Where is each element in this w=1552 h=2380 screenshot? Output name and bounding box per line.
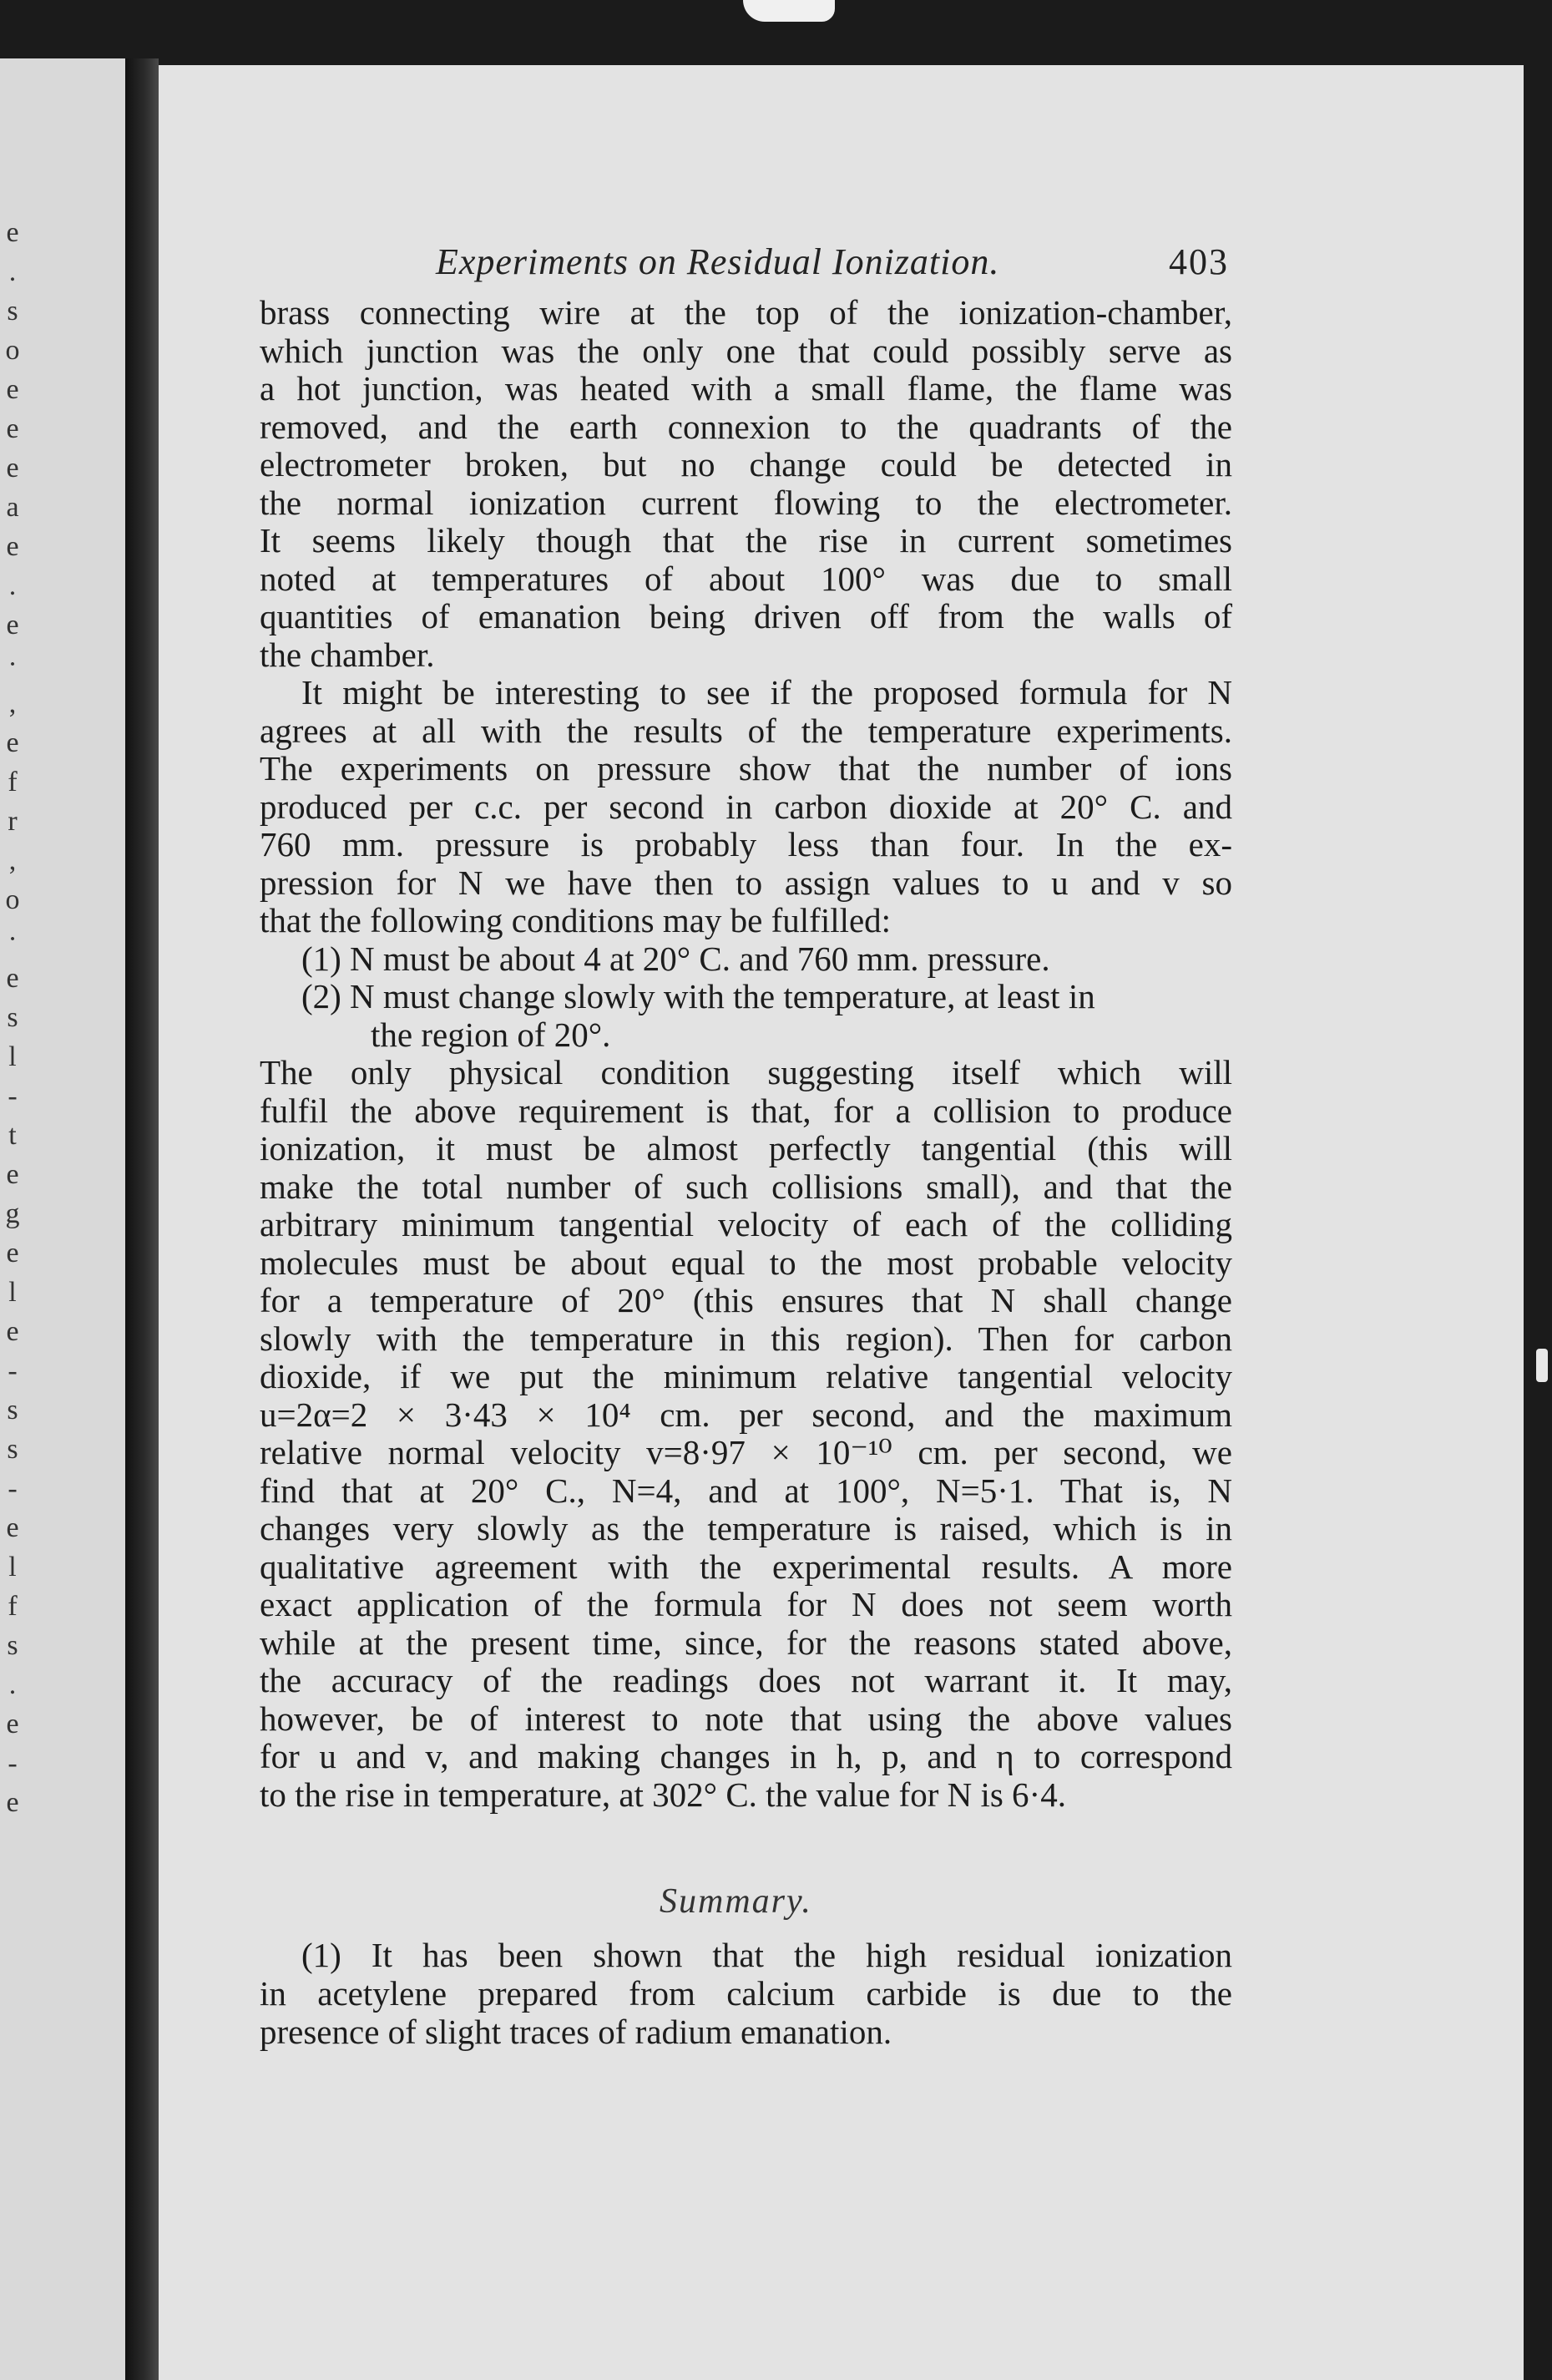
scan-artifact-right: [1536, 1349, 1548, 1382]
text-line: qualitative agreement with the experimental results. A more: [260, 1547, 1232, 1586]
margin-glyph: -: [8, 1748, 18, 1779]
text-line: the chamber.: [260, 635, 435, 674]
margin-glyph: e: [6, 963, 19, 994]
summary-heading: Summary.: [660, 1882, 812, 1921]
text-line: molecules must be about equal to the most probable velocity: [260, 1243, 1232, 1282]
margin-glyph: ·: [8, 649, 18, 680]
text-line: removed, and the earth connexion to the quadrants of the: [260, 407, 1232, 446]
text-line: exact application of the formula for N does not seem worth: [260, 1585, 1232, 1623]
summary-text: [260, 1936, 1232, 2051]
margin-glyph: s: [7, 1002, 18, 1033]
text-line: a hot junction, was heated with a small flame, the flame was: [260, 369, 1232, 408]
margin-glyph: e: [6, 413, 19, 444]
margin-glyph: .: [8, 570, 17, 601]
margin-glyph: l: [8, 1041, 17, 1072]
text-line: that the following conditions may be fulfilled:: [260, 901, 892, 939]
condition-2-continued: the region of 20°.: [371, 1015, 611, 1054]
margin-glyph: e: [6, 531, 19, 562]
margin-glyph: e: [6, 727, 19, 758]
margin-glyph: e: [6, 1238, 19, 1268]
condition-1: (1) N must be about 4 at 20° C. and 760 mm. pressure.: [301, 939, 1050, 978]
margin-glyph: g: [5, 1198, 20, 1229]
margin-glyph: t: [8, 1120, 17, 1151]
text-line: The experiments on pressure show that the number of ions: [260, 749, 1232, 787]
conditions-list: [260, 940, 1232, 1055]
text-line: slowly with the temperature in this region). Then for carbon: [260, 1319, 1232, 1358]
text-line: brass connecting wire at the top of the ionization-chamber,: [260, 293, 1232, 332]
text-line: make the total number of such collisions small), and that the: [260, 1167, 1232, 1206]
text-line: for u and v, and making changes in h, p, and η to correspond: [260, 1737, 1232, 1775]
margin-glyph: e: [6, 610, 19, 641]
text-line: It might be interesting to see if the proposed formula for N: [301, 673, 1232, 711]
text-line: arbitrary minimum tangential velocity of each of the colliding: [260, 1205, 1232, 1243]
book-spine-shadow: [125, 58, 159, 2380]
text-line: relative normal velocity v=8·97 × 10⁻¹⁰ cm. per second, we: [260, 1433, 1232, 1471]
text-line: find that at 20° C., N=4, and at 100°, N=5·1. That is, N: [260, 1471, 1232, 1510]
scan-artifact-top: [743, 0, 835, 22]
body-text: [260, 294, 1232, 1814]
margin-glyph: s: [7, 1630, 18, 1661]
text-line: It seems likely though that the rise in current sometimes: [260, 521, 1232, 560]
text-line: presence of slight traces of radium emanation.: [260, 2013, 892, 2051]
margin-glyph: s: [7, 1395, 18, 1425]
margin-glyph: e: [6, 1709, 19, 1739]
margin-glyph: -: [8, 1355, 18, 1386]
text-line: electrometer broken, but no change could be detected in: [260, 445, 1232, 484]
margin-glyph: .: [8, 256, 17, 287]
page-header: [436, 241, 1229, 291]
running-title: Experiments on Residual Ionization.: [436, 241, 1000, 282]
text-line: which junction was the only one that could possibly serve as: [260, 331, 1232, 370]
margin-glyph: e: [6, 1159, 19, 1190]
text-line: while at the present time, since, for the reasons stated above,: [260, 1623, 1232, 1662]
margin-glyph: o: [5, 884, 20, 915]
margin-glyph: -: [8, 1473, 18, 1504]
page-number: 403: [1169, 241, 1229, 282]
text-line: changes very slowly as the temperature is raised, which is in: [260, 1509, 1232, 1547]
margin-glyph: ·: [8, 924, 18, 955]
text-line: for a temperature of 20° (this ensures that N shall change: [260, 1281, 1232, 1319]
margin-glyph: e: [6, 453, 19, 484]
margin-glyph: s: [7, 1434, 18, 1465]
text-line: produced per c.c. per second in carbon dioxide at 20° C. and: [260, 787, 1232, 826]
margin-glyph: -: [8, 1081, 18, 1112]
margin-glyph: o: [5, 335, 20, 366]
paragraph-1: [260, 294, 1232, 674]
margin-glyph: a: [6, 492, 19, 523]
text-line: noted at temperatures of about 100° was due to small: [260, 559, 1232, 598]
text-line: agrees at all with the results of the temperature experiments.: [260, 711, 1232, 750]
condition-2: (2) N must change slowly with the temperature, at least in: [301, 977, 1095, 1015]
text-line: to the rise in temperature, at 302° C. the value for N is 6·4.: [260, 1775, 1066, 1814]
text-line: however, be of interest to note that using the above values: [260, 1699, 1232, 1738]
text-line: the accuracy of the readings does not warrant it. It may,: [260, 1661, 1232, 1699]
margin-glyph: f: [8, 767, 18, 798]
paragraph-2: [260, 674, 1232, 940]
text-line: dioxide, if we put the minimum relative tangential velocity: [260, 1357, 1232, 1395]
text-line: fulfil the above requirement is that, for a collision to produce: [260, 1091, 1232, 1130]
text-line: The only physical condition suggesting itself which will: [260, 1053, 1232, 1091]
margin-glyph: e: [6, 374, 19, 405]
text-line: (1) It has been shown that the high residual ionization: [301, 1936, 1232, 1974]
margin-glyph: l: [8, 1277, 17, 1308]
text-line: pression for N we have then to assign values to u and v so: [260, 863, 1232, 902]
adjacent-page-edge: [0, 58, 125, 2380]
margin-glyph: r: [8, 806, 18, 837]
margin-glyph: .: [8, 1669, 17, 1700]
margin-glyph: e: [6, 1512, 19, 1543]
text-line: 760 mm. pressure is probably less than four. In the ex-: [260, 825, 1232, 863]
text-line: the normal ionization current flowing to the electrometer.: [260, 483, 1232, 522]
margin-glyph: e: [6, 1787, 19, 1818]
margin-glyph: l: [8, 1552, 17, 1582]
margin-glyph: e: [6, 217, 19, 248]
margin-glyph: ,: [8, 688, 17, 719]
text-line: quantities of emanation being driven off from the walls of: [260, 597, 1232, 636]
margin-glyph: ,: [8, 845, 17, 876]
margin-glyph: f: [8, 1591, 18, 1622]
margin-glyph: s: [7, 296, 18, 327]
text-line: ionization, it must be almost perfectly tangential (this will: [260, 1129, 1232, 1167]
margin-glyph: e: [6, 1316, 19, 1347]
text-line: u=2α=2 × 3·43 × 10⁴ cm. per second, and the maximum: [260, 1395, 1232, 1434]
paragraph-3: [260, 1054, 1232, 1814]
text-line: in acetylene prepared from calcium carbide is due to the: [260, 1974, 1232, 2013]
